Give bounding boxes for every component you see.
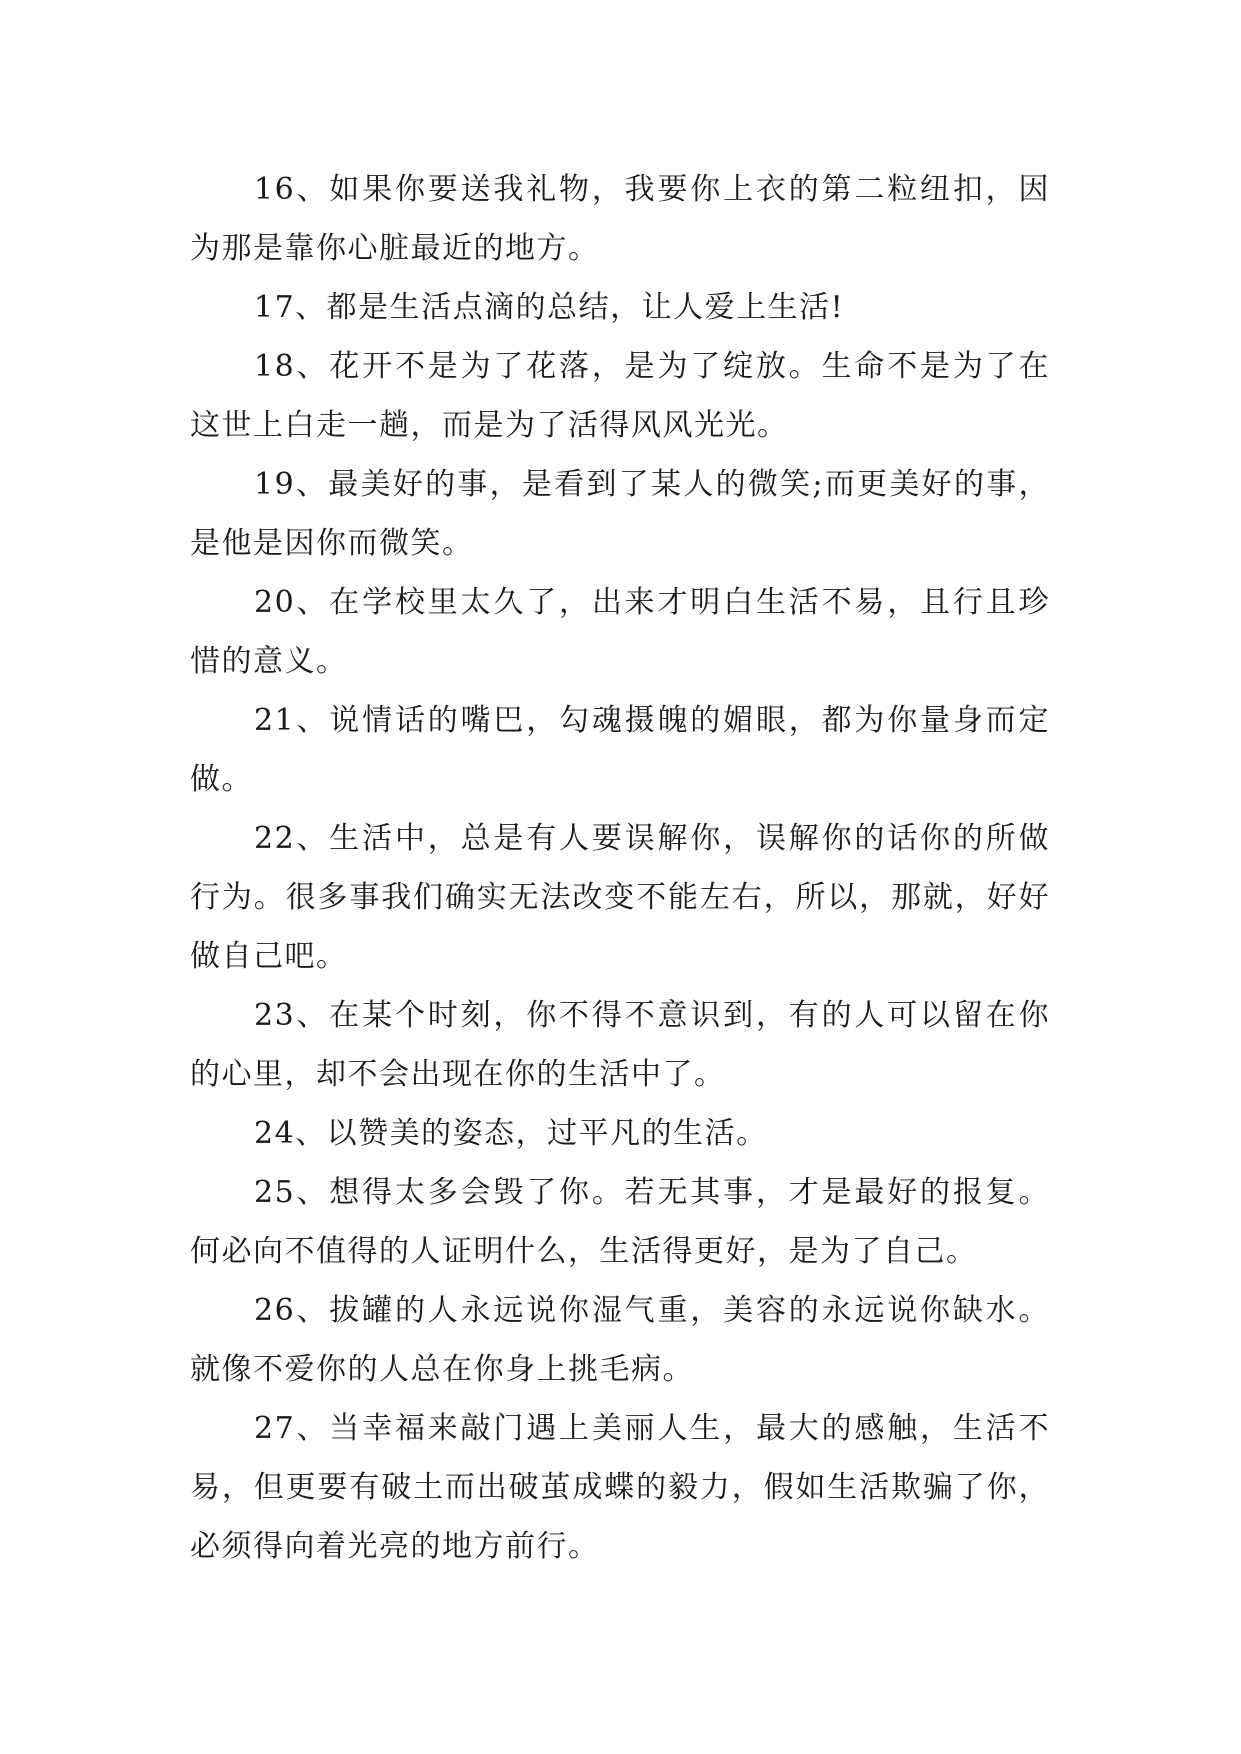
quote-paragraph-24: 24、以赞美的姿态，过平凡的生活。 — [254, 1116, 768, 1151]
quote-paragraph-25: 25、想得太多会毁了你。若无其事，才是最好的报复。何必向不值得的人证明什么，生活得更好，是为了自己。 — [190, 1175, 1050, 1269]
quote-paragraph-23: 23、在某个时刻，你不得不意识到，有的人可以留在你的心里，却不会出现在你的生活中了。 — [190, 998, 1050, 1092]
quote-paragraph-18: 18、花开不是为了花落，是为了绽放。生命不是为了在这世上白走一趟，而是为了活得风风光光。 — [190, 349, 1050, 443]
quote-paragraph-19: 19、最美好的事，是看到了某人的微笑;而更美好的事，是他是因你而微笑。 — [190, 467, 1050, 561]
quote-paragraph-16: 16、如果你要送我礼物，我要你上衣的第二粒纽扣，因为那是靠你心脏最近的地方。 — [190, 172, 1050, 266]
quote-paragraph-27: 27、当幸福来敲门遇上美丽人生，最大的感触，生活不易，但更要有破土而出破茧成蝶的毅力，假如生活欺骗了你，必须得向着光亮的地方前行。 — [190, 1411, 1050, 1564]
quote-paragraph-26: 26、拔罐的人永远说你湿气重，美容的永远说你缺水。就像不爱你的人总在你身上挑毛病。 — [190, 1293, 1050, 1387]
quote-paragraph-20: 20、在学校里太久了，出来才明白生活不易，且行且珍惜的意义。 — [190, 585, 1050, 679]
quote-paragraph-17: 17、都是生活点滴的总结，让人爱上生活! — [254, 290, 845, 325]
quote-paragraph-22: 22、生活中，总是有人要误解你，误解你的话你的所做行为。很多事我们确实无法改变不能左右，所以，那就，好好做自己吧。 — [190, 821, 1050, 974]
quote-paragraph-21: 21、说情话的嘴巴，勾魂摄魄的媚眼，都为你量身而定做。 — [190, 703, 1050, 797]
quote-list — [190, 160, 1050, 1576]
